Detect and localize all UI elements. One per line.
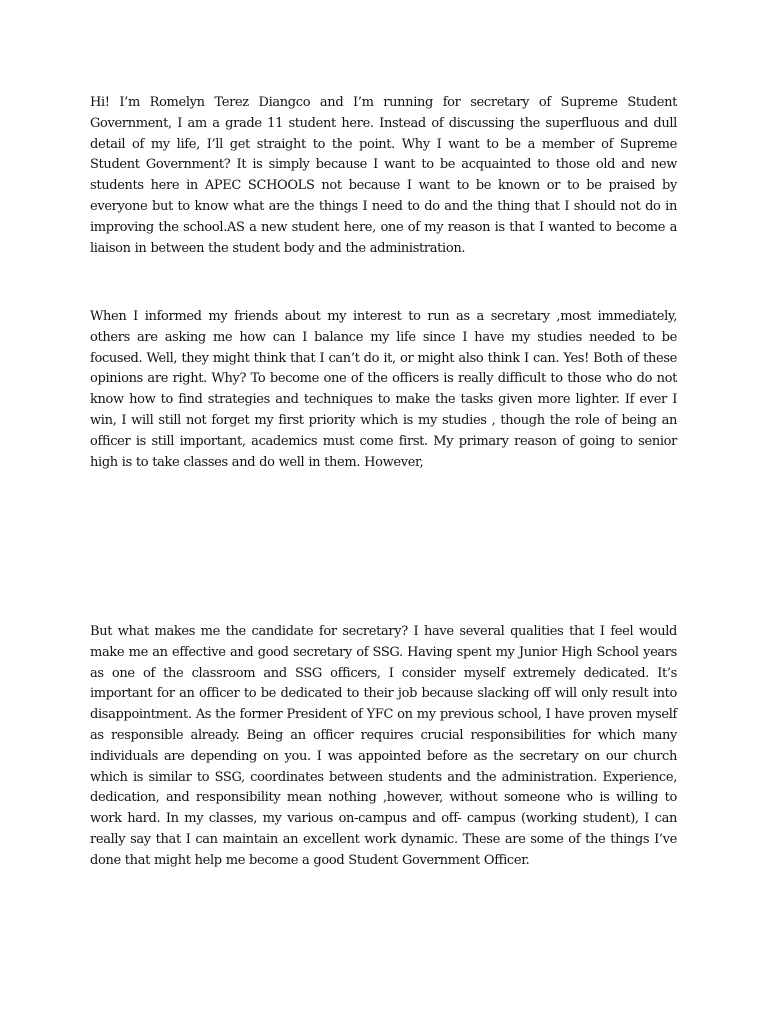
paragraph-introduction: Hi! I’m Romelyn Terez Diangco and I’m running for secretary of Supreme Student Government, I am a grade 11 student here. Instead of discussing the superfluous and dull detail of my life, I’ll get straight to the point. Why I want to be a member of Supreme Student Government? It is simply because I want to be acquainted to those old and new students here in APEC SCHOOLS not because I want to be known or to be praised by everyone but to know what are the things I need to do and the thing that I should not do in improving the school.AS a new student here, one of my reason is that I wanted to become a liaison in between the student body and the administration. — [90, 95, 677, 256]
paragraph-qualifications: But what makes me the candidate for secretary? I have several qualities that I feel would make me an effective and good secretary of SSG. Having spent my Junior High School years as one of the classroom and SSG officers, I consider myself extremely dedicated. It’s important for an officer to be dedicated to their job because slacking off will only result into disappointment. As the former President of YFC on my previous school, I have proven myself as responsible already. Being an officer requires crucial responsibilities for which many individuals are depending on you. I was appointed before as the secretary on our church which is similar to SSG, coordinates between students and the administration. Experience, dedication, and responsibility mean nothing ,however, without someone who is willing to work hard. In my classes, my various on-campus and off- campus (working student), I can really say that I can maintain an excellent work dynamic. These are some of the things I’ve done that might help me become a good Student Government Officer. — [90, 624, 677, 868]
paragraph-balancing-studies: When I informed my friends about my interest to run as a secretary ,most immediately, others are asking me how can I balance my life since I have my studies needed to be focused. Well, they might think that I can’t do it, or might also think I can. Yes! Both of these opinions are right. Why? To become one of the officers is really difficult to those who do not know how to find strategies and techniques to make the tasks given more lighter. If ever I win, I will still not forget my first priority which is my studies , though the role of being an officer is still important, academics must come first. My primary reason of going to senior high is to take classes and do well in them. However, — [90, 309, 677, 470]
